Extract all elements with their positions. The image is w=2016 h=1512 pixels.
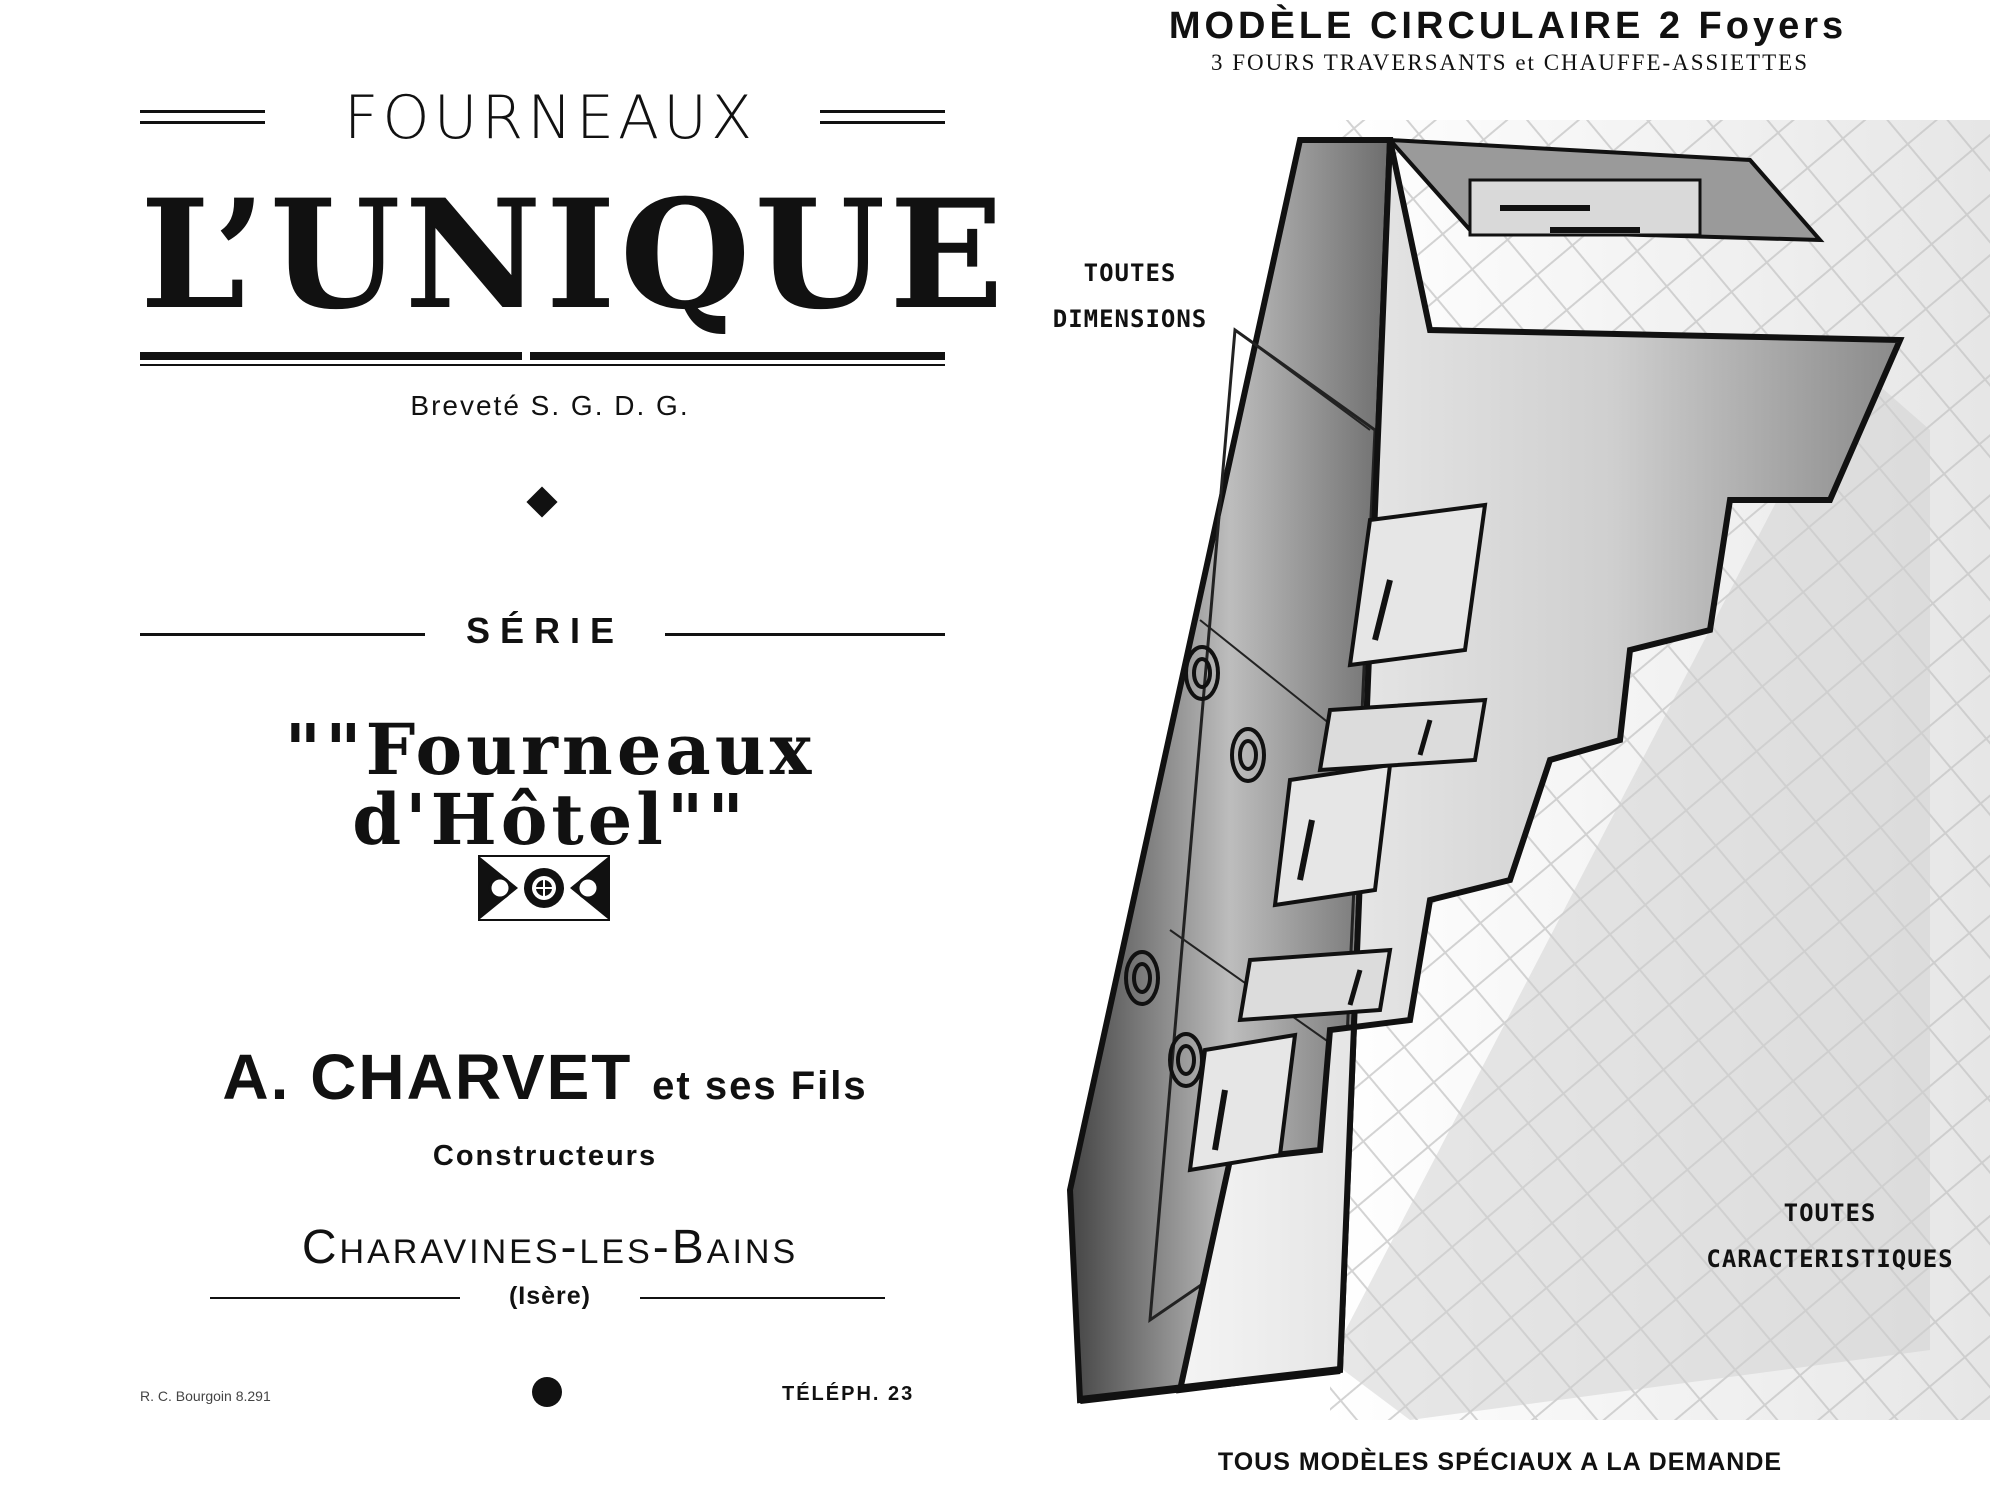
brand-title: L’UNIQUE xyxy=(140,167,1008,343)
tag-dimensions-line1: TOUTES xyxy=(1083,259,1177,287)
series-rule-right xyxy=(665,633,945,636)
series-rule-left xyxy=(140,633,425,636)
model-subtitle: 3 FOURS TRAVERSANTS et CHAUFFE-ASSIETTES xyxy=(1210,50,1810,75)
top-right-double-rule xyxy=(820,110,945,124)
model-title: MODÈLE CIRCULAIRE 2 Foyers xyxy=(1168,5,1848,47)
diamond-ornament xyxy=(526,486,557,517)
region: (Isère) xyxy=(508,1282,592,1310)
footer-special-models: TOUS MODÈLES SPÉCIAUX A LA DEMANDE xyxy=(1217,1448,1783,1476)
heading-fourneaux: FOURNEAUX xyxy=(343,83,757,153)
tag-dimensions-line2: DIMENSIONS xyxy=(1052,305,1208,333)
tag-characteristics xyxy=(1700,1190,1960,1282)
company-suffix: et ses Fils xyxy=(652,1064,868,1108)
telephone: TÉLÉPH. 23 xyxy=(782,1383,915,1405)
profession: Constructeurs xyxy=(432,1140,658,1172)
top-left-double-rule xyxy=(140,110,265,124)
company-main: A. CHARVET xyxy=(222,1041,633,1113)
town-rule-left xyxy=(210,1297,460,1299)
series-label: SÉRIE xyxy=(465,610,625,651)
brand-underline-right xyxy=(530,352,945,360)
bullet-dot xyxy=(532,1377,562,1407)
patent-note: Breveté S. G. D. G. xyxy=(410,390,690,421)
tag-characteristics-line1: TOUTES xyxy=(1783,1199,1877,1227)
series-name: ""Fourneaux d'Hôtel"" xyxy=(284,708,816,861)
town-name: Charavines-les-Bains xyxy=(301,1221,799,1274)
town-rule-right xyxy=(640,1297,885,1299)
brand-underline-left xyxy=(140,352,522,360)
floral-ornament xyxy=(478,855,610,921)
tag-characteristics-line2: CARACTERISTIQUES xyxy=(1706,1245,1954,1273)
brand-underline-thin xyxy=(140,364,945,366)
company-name xyxy=(180,1040,910,1114)
registry-number: R. C. Bourgoin 8.291 xyxy=(140,1388,271,1404)
